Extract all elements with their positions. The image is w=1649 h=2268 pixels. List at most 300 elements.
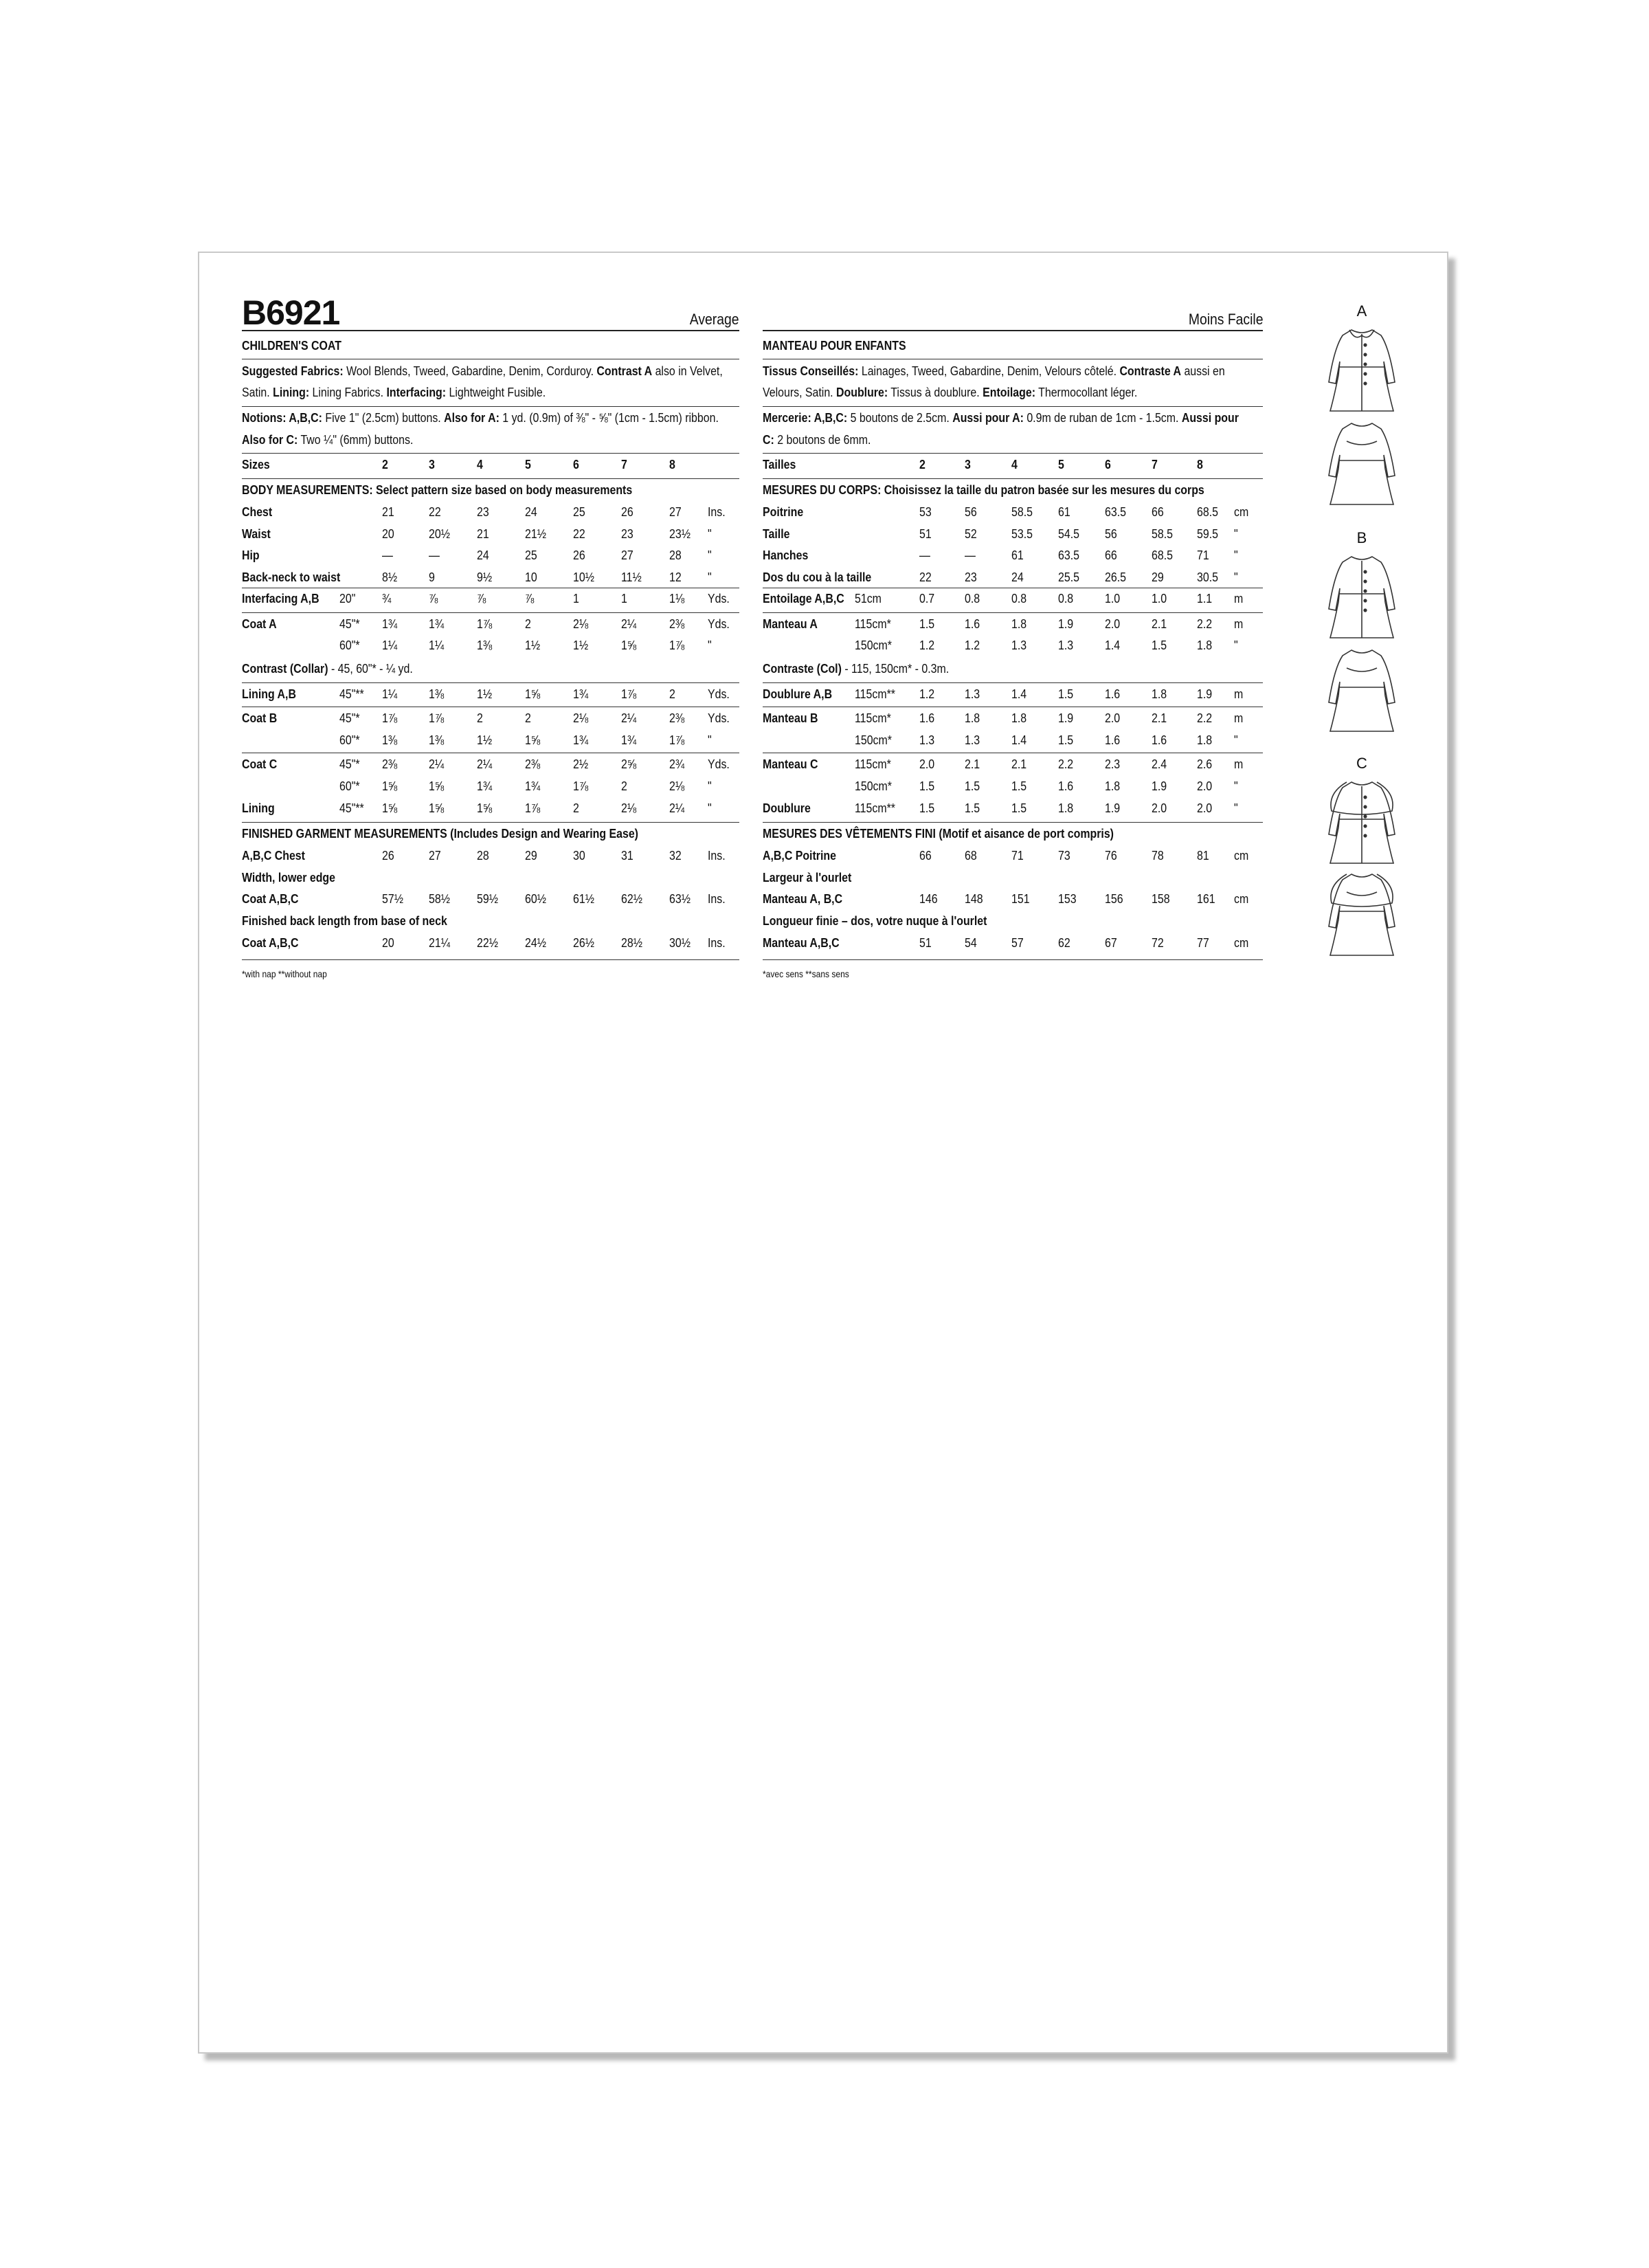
french-cell: 156 bbox=[1105, 891, 1123, 906]
french-cell: 57 bbox=[1011, 935, 1024, 950]
french-cell: 1.3 bbox=[1058, 638, 1074, 652]
english-cell: — bbox=[382, 548, 393, 563]
english-cell: 59½ bbox=[477, 891, 498, 906]
english-fabrics-line-seg: Lightweight Fusible. bbox=[446, 385, 546, 399]
french-cell: 62 bbox=[1058, 935, 1070, 950]
english-yardage-label: Lining A,B bbox=[242, 687, 296, 701]
french-cell: 1.8 bbox=[1197, 733, 1213, 747]
rule bbox=[763, 453, 1263, 454]
french-cell: 161 bbox=[1197, 891, 1215, 906]
english-cell: 1⅜ bbox=[382, 733, 398, 747]
rule bbox=[763, 682, 1263, 683]
english-unit: Yds. bbox=[708, 711, 730, 725]
french-contrast-line-seg: Contraste (Col) bbox=[763, 661, 842, 676]
english-cell: 30 bbox=[573, 848, 585, 863]
english-fabric-width: 45"** bbox=[339, 801, 364, 815]
french-cell: 2.2 bbox=[1058, 757, 1074, 771]
french-body-heading: MESURES DU CORPS: Choisissez la taille du patron basée sur les mesures du corps bbox=[763, 482, 1204, 497]
french-cell: 2.3 bbox=[1105, 757, 1121, 771]
french-cell: 1.5 bbox=[919, 801, 935, 815]
french-cell: 153 bbox=[1058, 891, 1077, 906]
english-cell: 9½ bbox=[477, 569, 493, 584]
english-finished-label: Width, lower edge bbox=[242, 870, 335, 885]
english-cell: 26½ bbox=[573, 935, 594, 950]
french-finished-label: Manteau A,B,C bbox=[763, 935, 840, 950]
english-cell: 2¼ bbox=[429, 757, 445, 771]
english-cell: 2¼ bbox=[669, 801, 685, 815]
english-finished-label: Coat A,B,C bbox=[242, 935, 299, 950]
english-cell: 1⅝ bbox=[525, 733, 541, 747]
french-cell: 71 bbox=[1197, 548, 1209, 563]
french-fabric-width: 115cm* bbox=[855, 757, 891, 771]
english-cell: 1 bbox=[621, 591, 627, 605]
english-cell: 58½ bbox=[429, 891, 450, 906]
french-cell: 1.9 bbox=[1152, 779, 1167, 793]
english-cell: 2⅜ bbox=[525, 757, 541, 771]
english-cell: 2 bbox=[573, 801, 579, 815]
english-cell: 1⅞ bbox=[573, 779, 589, 793]
french-cell: 61 bbox=[1011, 548, 1024, 563]
french-unit: cm bbox=[1234, 935, 1249, 950]
english-body-row-label: Chest bbox=[242, 504, 273, 519]
french-fabrics-line bbox=[763, 385, 1137, 400]
english-cell: 1⅝ bbox=[382, 801, 398, 815]
english-cell: 2½ bbox=[573, 757, 589, 771]
french-cell: 158 bbox=[1152, 891, 1170, 906]
french-cell: 77 bbox=[1197, 935, 1209, 950]
french-cell: 2.0 bbox=[1152, 801, 1167, 815]
english-size-header: 2 bbox=[382, 457, 388, 471]
french-cell: 76 bbox=[1105, 848, 1117, 863]
french-cell: 58.5 bbox=[1152, 526, 1173, 541]
rule bbox=[763, 822, 1263, 823]
english-fabric-width: 45"** bbox=[339, 687, 364, 701]
english-cell: 22 bbox=[429, 504, 441, 519]
french-cell: 1.8 bbox=[1152, 687, 1167, 701]
french-cell: 1.9 bbox=[1058, 711, 1074, 725]
english-footnote: *with nap **without nap bbox=[242, 968, 327, 979]
english-body-row-label: Back-neck to waist bbox=[242, 569, 341, 584]
french-cell: 1.6 bbox=[965, 616, 980, 631]
french-cell: 1.2 bbox=[919, 687, 935, 701]
english-cell: 1¾ bbox=[621, 733, 637, 747]
english-cell: 12 bbox=[669, 569, 682, 584]
french-cell: 0.8 bbox=[1011, 591, 1027, 605]
french-yardage-label: Manteau B bbox=[763, 711, 818, 725]
english-fabrics-line-seg: Contrast A bbox=[596, 364, 653, 378]
english-fabrics-line-seg: Lining: bbox=[273, 385, 310, 399]
french-cell: 1.9 bbox=[1105, 801, 1121, 815]
french-cell: 1.5 bbox=[965, 779, 980, 793]
english-cell: 1¾ bbox=[525, 779, 541, 793]
french-size-header: 4 bbox=[1011, 457, 1018, 471]
english-size-header: 5 bbox=[525, 457, 531, 471]
english-body-row-label: Waist bbox=[242, 526, 271, 541]
english-cell: 2⅛ bbox=[573, 616, 589, 631]
rule bbox=[763, 330, 1263, 331]
english-yardage-label: Interfacing A,B bbox=[242, 591, 319, 605]
english-cell: 27 bbox=[621, 548, 633, 563]
english-sizes-label: Sizes bbox=[242, 457, 270, 471]
english-finished-label: A,B,C Chest bbox=[242, 848, 305, 863]
english-cell: 2 bbox=[477, 711, 483, 725]
english-fabric-width: 45"* bbox=[339, 616, 360, 631]
english-cell: 60½ bbox=[525, 891, 546, 906]
english-notions-line-seg: Five 1" (2.5cm) buttons. bbox=[322, 410, 445, 425]
view-label: B bbox=[1356, 529, 1367, 546]
rule bbox=[242, 682, 739, 683]
rule bbox=[242, 612, 739, 613]
english-cell: 1¾ bbox=[573, 687, 589, 701]
french-size-header: 3 bbox=[965, 457, 971, 471]
french-cell: 1.8 bbox=[965, 711, 980, 725]
english-fabric-width: 20" bbox=[339, 591, 356, 605]
english-cell: 9 bbox=[429, 569, 435, 584]
english-cell: 2⅜ bbox=[669, 616, 685, 631]
french-cell: 2.0 bbox=[1105, 711, 1121, 725]
english-cell: 1¾ bbox=[477, 779, 493, 793]
french-cell: 54.5 bbox=[1058, 526, 1079, 541]
french-fabrics-line-seg: Entoilage: bbox=[983, 385, 1036, 399]
english-cell: 22 bbox=[573, 526, 585, 541]
french-cell: 68.5 bbox=[1152, 548, 1173, 563]
english-unit: Ins. bbox=[708, 891, 726, 906]
french-cell: 1.5 bbox=[1058, 733, 1074, 747]
english-notions-line-seg: Also for C: bbox=[242, 432, 298, 447]
french-notions-line bbox=[763, 410, 1239, 425]
french-finished-label: Manteau A, B,C bbox=[763, 891, 843, 906]
english-cell: 25 bbox=[573, 504, 585, 519]
rule bbox=[763, 406, 1263, 407]
pattern-code: B6921 bbox=[242, 293, 340, 332]
english-fabrics-line bbox=[242, 385, 546, 400]
french-notions-line-seg: C: bbox=[763, 432, 774, 447]
french-size-header: 6 bbox=[1105, 457, 1111, 471]
english-cell: 1⅜ bbox=[477, 638, 493, 652]
french-fabric-width: 115cm** bbox=[855, 687, 895, 701]
french-cell: 1.5 bbox=[1011, 801, 1027, 815]
french-yardage-label: Entoilage A,B,C bbox=[763, 591, 844, 605]
french-cell: 1.6 bbox=[1152, 733, 1167, 747]
english-contrast-line-seg: - 45, 60"* - ¼ yd. bbox=[328, 661, 413, 676]
english-cell: 20 bbox=[382, 935, 394, 950]
french-yardage-label: Doublure bbox=[763, 801, 811, 815]
english-cell: 2¼ bbox=[477, 757, 493, 771]
english-cell: ⅞ bbox=[429, 591, 438, 605]
french-sizes-label: Tailles bbox=[763, 457, 796, 471]
english-cell: 23 bbox=[477, 504, 489, 519]
english-cell: 27 bbox=[669, 504, 682, 519]
english-notions-line-seg: Also for A: bbox=[444, 410, 500, 425]
english-cell: 1⅞ bbox=[525, 801, 541, 815]
english-cell: 10½ bbox=[573, 569, 594, 584]
french-cell: 1.4 bbox=[1011, 733, 1027, 747]
english-cell: 1½ bbox=[525, 638, 541, 652]
english-cell: 1¾ bbox=[429, 616, 445, 631]
rule bbox=[763, 959, 1263, 960]
french-unit: " bbox=[1234, 779, 1238, 793]
english-cell: 28 bbox=[477, 848, 489, 863]
french-cell: 1.3 bbox=[919, 733, 935, 747]
french-cell: 24 bbox=[1011, 569, 1024, 584]
french-cell: 1.2 bbox=[919, 638, 935, 652]
french-cell: 56 bbox=[965, 504, 977, 519]
french-body-row-label: Dos du cou à la taille bbox=[763, 569, 872, 584]
french-cell: 2.1 bbox=[965, 757, 980, 771]
english-notions-line-seg: 1 yd. (0.9m) of ⅜" - ⅝" (1cm - 1.5cm) ribbon. bbox=[499, 410, 719, 425]
english-cell: 2⅛ bbox=[669, 779, 685, 793]
french-finished-label: A,B,C Poitrine bbox=[763, 848, 836, 863]
french-cell: 1.8 bbox=[1058, 801, 1074, 815]
english-size-header: 8 bbox=[669, 457, 675, 471]
english-cell: 2 bbox=[525, 711, 531, 725]
french-cell: 1.9 bbox=[1197, 687, 1213, 701]
english-fabrics-line-seg: Suggested Fabrics: bbox=[242, 364, 344, 378]
english-cell: 30½ bbox=[669, 935, 691, 950]
french-cell: 30.5 bbox=[1197, 569, 1218, 584]
english-fabrics-line-seg: Lining Fabrics. bbox=[309, 385, 387, 399]
english-body-row-label: Hip bbox=[242, 548, 260, 563]
english-unit: Yds. bbox=[708, 757, 730, 771]
french-cell: 1.5 bbox=[1152, 638, 1167, 652]
english-cell: 8½ bbox=[382, 569, 398, 584]
english-unit: " bbox=[708, 548, 712, 563]
english-cell: 1⅝ bbox=[382, 779, 398, 793]
english-cell: 11½ bbox=[621, 569, 642, 584]
english-unit: Yds. bbox=[708, 591, 730, 605]
english-cell: 25 bbox=[525, 548, 537, 563]
english-cell: 20 bbox=[382, 526, 394, 541]
english-unit: Yds. bbox=[708, 616, 730, 631]
english-cell: 21¼ bbox=[429, 935, 450, 950]
english-finished-heading: FINISHED GARMENT MEASUREMENTS (Includes Design and Wearing Ease) bbox=[242, 826, 638, 841]
english-unit: " bbox=[708, 733, 712, 747]
french-size-header: 7 bbox=[1152, 457, 1158, 471]
rule bbox=[242, 406, 739, 407]
english-size-header: 4 bbox=[477, 457, 483, 471]
french-cell: 51 bbox=[919, 526, 932, 541]
english-cell: 1¼ bbox=[382, 638, 398, 652]
english-cell: 2⅛ bbox=[573, 711, 589, 725]
english-fabrics-line-seg: Wool Blends, Tweed, Gabardine, Denim, Corduroy. bbox=[343, 364, 597, 378]
french-notions-line-seg: 2 boutons de 6mm. bbox=[774, 432, 871, 447]
french-unit: m bbox=[1234, 711, 1244, 725]
difficulty-en: Average bbox=[690, 311, 739, 328]
french-contrast-line bbox=[763, 661, 949, 676]
french-cell: 1.5 bbox=[919, 779, 935, 793]
english-cell: 1¾ bbox=[382, 616, 398, 631]
french-cell: 1.5 bbox=[919, 616, 935, 631]
english-unit: Ins. bbox=[708, 504, 726, 519]
french-cell: 53.5 bbox=[1011, 526, 1033, 541]
english-notions-line-seg: Two ¼" (6mm) buttons. bbox=[298, 432, 414, 447]
english-cell: — bbox=[429, 548, 440, 563]
french-fabric-width: 115cm* bbox=[855, 616, 891, 631]
french-finished-label: Largeur à l'ourlet bbox=[763, 870, 852, 885]
french-unit: m bbox=[1234, 687, 1244, 701]
french-cell: 54 bbox=[965, 935, 977, 950]
english-cell: 10 bbox=[525, 569, 537, 584]
french-unit: m bbox=[1234, 757, 1244, 771]
french-cell: 148 bbox=[965, 891, 983, 906]
english-cell: 20½ bbox=[429, 526, 450, 541]
french-unit: " bbox=[1234, 569, 1238, 584]
english-cell: 1⅛ bbox=[669, 591, 685, 605]
french-fabrics-line-seg: Contraste A bbox=[1119, 364, 1182, 378]
french-cell: 1.6 bbox=[1105, 687, 1121, 701]
front-view-C-icon bbox=[1314, 772, 1410, 869]
french-cell: 56 bbox=[1105, 526, 1117, 541]
english-fabrics-line-seg: also in Velvet, bbox=[652, 364, 723, 378]
english-cell: 1⅝ bbox=[477, 801, 493, 815]
english-cell: 26 bbox=[573, 548, 585, 563]
french-unit: cm bbox=[1234, 891, 1249, 906]
english-fabrics-line-seg: Interfacing: bbox=[386, 385, 447, 399]
french-fabric-width: 115cm** bbox=[855, 801, 895, 815]
rule bbox=[242, 453, 739, 454]
french-cell: 1.5 bbox=[1011, 779, 1027, 793]
english-cell: 1⅞ bbox=[621, 687, 637, 701]
french-notions-line-seg: 5 boutons de 2.5cm. bbox=[847, 410, 953, 425]
back-view-B-icon bbox=[1314, 641, 1410, 737]
french-cell: 2.0 bbox=[1197, 779, 1213, 793]
french-cell: 66 bbox=[1152, 504, 1164, 519]
french-cell: 0.7 bbox=[919, 591, 935, 605]
french-fabrics-line bbox=[763, 364, 1225, 379]
french-cell: 1.8 bbox=[1011, 616, 1027, 631]
french-unit: m bbox=[1234, 616, 1244, 631]
french-cell: 2.1 bbox=[1011, 757, 1027, 771]
rule bbox=[242, 822, 739, 823]
english-unit: " bbox=[708, 779, 712, 793]
english-cell: 1⅝ bbox=[621, 638, 637, 652]
english-cell: 1¾ bbox=[573, 733, 589, 747]
french-cell: 2.0 bbox=[919, 757, 935, 771]
rule bbox=[763, 478, 1263, 479]
english-cell: 1⅞ bbox=[669, 638, 685, 652]
french-unit: cm bbox=[1234, 848, 1249, 863]
french-cell: 1.2 bbox=[965, 638, 980, 652]
english-cell: 1⅝ bbox=[525, 687, 541, 701]
french-yardage-label: Manteau C bbox=[763, 757, 818, 771]
english-cell: 28½ bbox=[621, 935, 642, 950]
english-cell: 21 bbox=[477, 526, 489, 541]
rule bbox=[242, 959, 739, 960]
french-cell: 67 bbox=[1105, 935, 1117, 950]
english-contrast-line bbox=[242, 661, 413, 676]
english-cell: 1⅞ bbox=[669, 733, 685, 747]
back-view-A-icon bbox=[1314, 414, 1410, 510]
french-cell: 1.6 bbox=[1105, 733, 1121, 747]
english-cell: 2 bbox=[525, 616, 531, 631]
french-cell: 1.4 bbox=[1105, 638, 1121, 652]
english-unit: Ins. bbox=[708, 848, 726, 863]
english-cell: 24 bbox=[525, 504, 537, 519]
view-label: C bbox=[1356, 755, 1367, 772]
french-cell: 25.5 bbox=[1058, 569, 1079, 584]
french-fabrics-line-seg: Lainages, Tweed, Gabardine, Denim, Velours côtelé. bbox=[858, 364, 1120, 378]
english-unit: " bbox=[708, 801, 712, 815]
french-cell: 78 bbox=[1152, 848, 1164, 863]
english-finished-label: Finished back length from base of neck bbox=[242, 913, 447, 928]
english-cell: 2¼ bbox=[621, 616, 637, 631]
english-yardage-label: Coat A bbox=[242, 616, 277, 631]
rule bbox=[763, 612, 1263, 613]
english-body-heading: BODY MEASUREMENTS: Select pattern size based on body measurements bbox=[242, 482, 633, 497]
french-unit: " bbox=[1234, 548, 1238, 563]
english-yardage-label: Lining bbox=[242, 801, 275, 815]
english-cell: 24½ bbox=[525, 935, 546, 950]
french-unit: cm bbox=[1234, 504, 1249, 519]
french-cell: — bbox=[965, 548, 976, 563]
french-cell: — bbox=[919, 548, 930, 563]
french-notions-line bbox=[763, 432, 871, 447]
french-fabric-width: 150cm* bbox=[855, 779, 892, 793]
french-fabrics-line-seg: aussi en bbox=[1181, 364, 1225, 378]
french-fabric-width: 150cm* bbox=[855, 638, 892, 652]
french-unit: " bbox=[1234, 638, 1238, 652]
english-cell: 1¼ bbox=[429, 638, 445, 652]
french-yardage-label: Manteau A bbox=[763, 616, 818, 631]
english-contrast-line-seg: Contrast (Collar) bbox=[242, 661, 328, 676]
french-notions-line-seg: Aussi pour A: bbox=[952, 410, 1024, 425]
french-cell: 2.6 bbox=[1197, 757, 1213, 771]
english-fabric-width: 60"* bbox=[339, 638, 360, 652]
english-fabric-width: 45"* bbox=[339, 711, 360, 725]
french-cell: 61 bbox=[1058, 504, 1070, 519]
french-cell: 26.5 bbox=[1105, 569, 1126, 584]
english-cell: 1 bbox=[573, 591, 579, 605]
french-cell: 81 bbox=[1197, 848, 1209, 863]
english-yardage-label: Coat B bbox=[242, 711, 278, 725]
english-cell: ⅞ bbox=[525, 591, 535, 605]
english-cell: 1⅝ bbox=[429, 779, 445, 793]
english-cell: 61½ bbox=[573, 891, 594, 906]
english-cell: 24 bbox=[477, 548, 489, 563]
french-cell: 1.3 bbox=[965, 733, 980, 747]
french-cell: 2.4 bbox=[1152, 757, 1167, 771]
english-unit: " bbox=[708, 638, 712, 652]
french-fabrics-line-seg: Thermocollant léger. bbox=[1035, 385, 1138, 399]
english-cell: 2⅛ bbox=[621, 801, 637, 815]
french-yardage-label: Doublure A,B bbox=[763, 687, 833, 701]
french-fabric-width: 115cm* bbox=[855, 711, 891, 725]
english-cell: 63½ bbox=[669, 891, 691, 906]
english-cell: 2¾ bbox=[669, 757, 685, 771]
french-cell: 53 bbox=[919, 504, 932, 519]
english-yardage-label: Coat C bbox=[242, 757, 278, 771]
english-cell: 1½ bbox=[573, 638, 589, 652]
english-cell: 23 bbox=[621, 526, 633, 541]
view-label: A bbox=[1356, 302, 1367, 320]
english-cell: 2⅝ bbox=[621, 757, 637, 771]
french-footnote: *avec sens **sans sens bbox=[763, 968, 849, 979]
french-cell: 1.5 bbox=[1058, 687, 1074, 701]
french-notions-line-seg: Aussi pour bbox=[1181, 410, 1239, 425]
french-cell: 52 bbox=[965, 526, 977, 541]
french-cell: 2.2 bbox=[1197, 711, 1213, 725]
front-view-A-icon bbox=[1314, 320, 1410, 416]
french-cell: 1.3 bbox=[965, 687, 980, 701]
french-cell: 58.5 bbox=[1011, 504, 1033, 519]
front-view-B-icon bbox=[1314, 547, 1410, 643]
french-cell: 72 bbox=[1152, 935, 1164, 950]
english-unit: " bbox=[708, 526, 712, 541]
english-cell: 2 bbox=[621, 779, 627, 793]
english-cell: 32 bbox=[669, 848, 682, 863]
english-cell: 27 bbox=[429, 848, 441, 863]
french-notions-line-seg: Mercerie: A,B,C: bbox=[763, 410, 848, 425]
